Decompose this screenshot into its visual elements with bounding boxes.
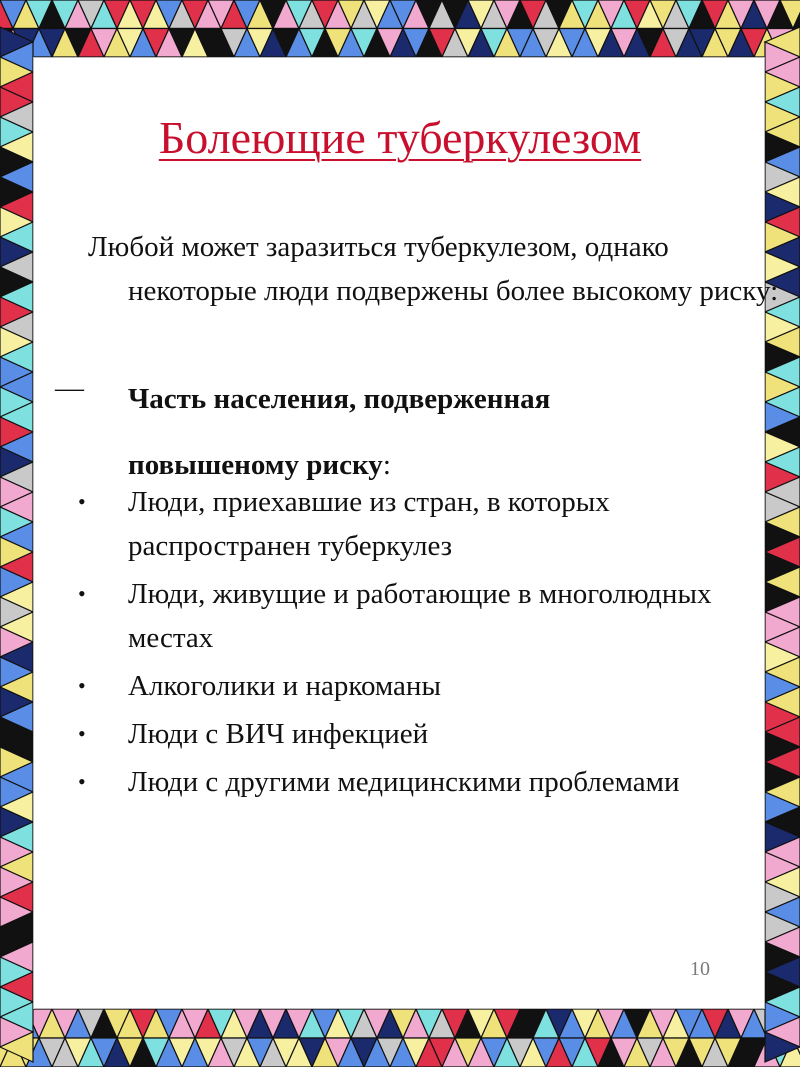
risk-group-subheading-text: Часть населения, подверженная повышеному риску <box>128 383 551 481</box>
list-item <box>0 664 728 708</box>
bullet-icon: • <box>78 673 86 698</box>
page-number: 10 <box>690 958 710 980</box>
intro-paragraph: Любой может заразиться туберкулезом, однако некоторые люди подвержены более высокому риску: <box>88 231 779 307</box>
bullet-icon: • <box>78 489 86 514</box>
list-item <box>0 572 728 660</box>
risk-group-subheading <box>128 366 728 498</box>
bullet-icon: • <box>78 721 86 746</box>
list-item-text: Люди с другими медицинскими проблемами <box>128 766 680 798</box>
bullet-icon: • <box>78 581 86 606</box>
slide-title: Болеющие туберкулезом <box>158 112 642 163</box>
subheading-colon: : <box>382 449 391 481</box>
bullet-icon: • <box>78 769 86 794</box>
list-item-text: Алкоголики и наркоманы <box>128 670 441 702</box>
list-item <box>0 712 728 756</box>
risk-group-list <box>0 480 800 808</box>
list-item-text: Люди, приехавшие из стран, в которых распространен туберкулез <box>128 486 610 562</box>
list-item-text: Люди, живущие и работающие в многолюдных местах <box>128 578 712 654</box>
list-item <box>0 760 728 804</box>
dash-marker: — <box>55 372 84 404</box>
list-item-text: Люди с ВИЧ инфекцией <box>128 718 429 750</box>
list-item <box>0 480 728 568</box>
